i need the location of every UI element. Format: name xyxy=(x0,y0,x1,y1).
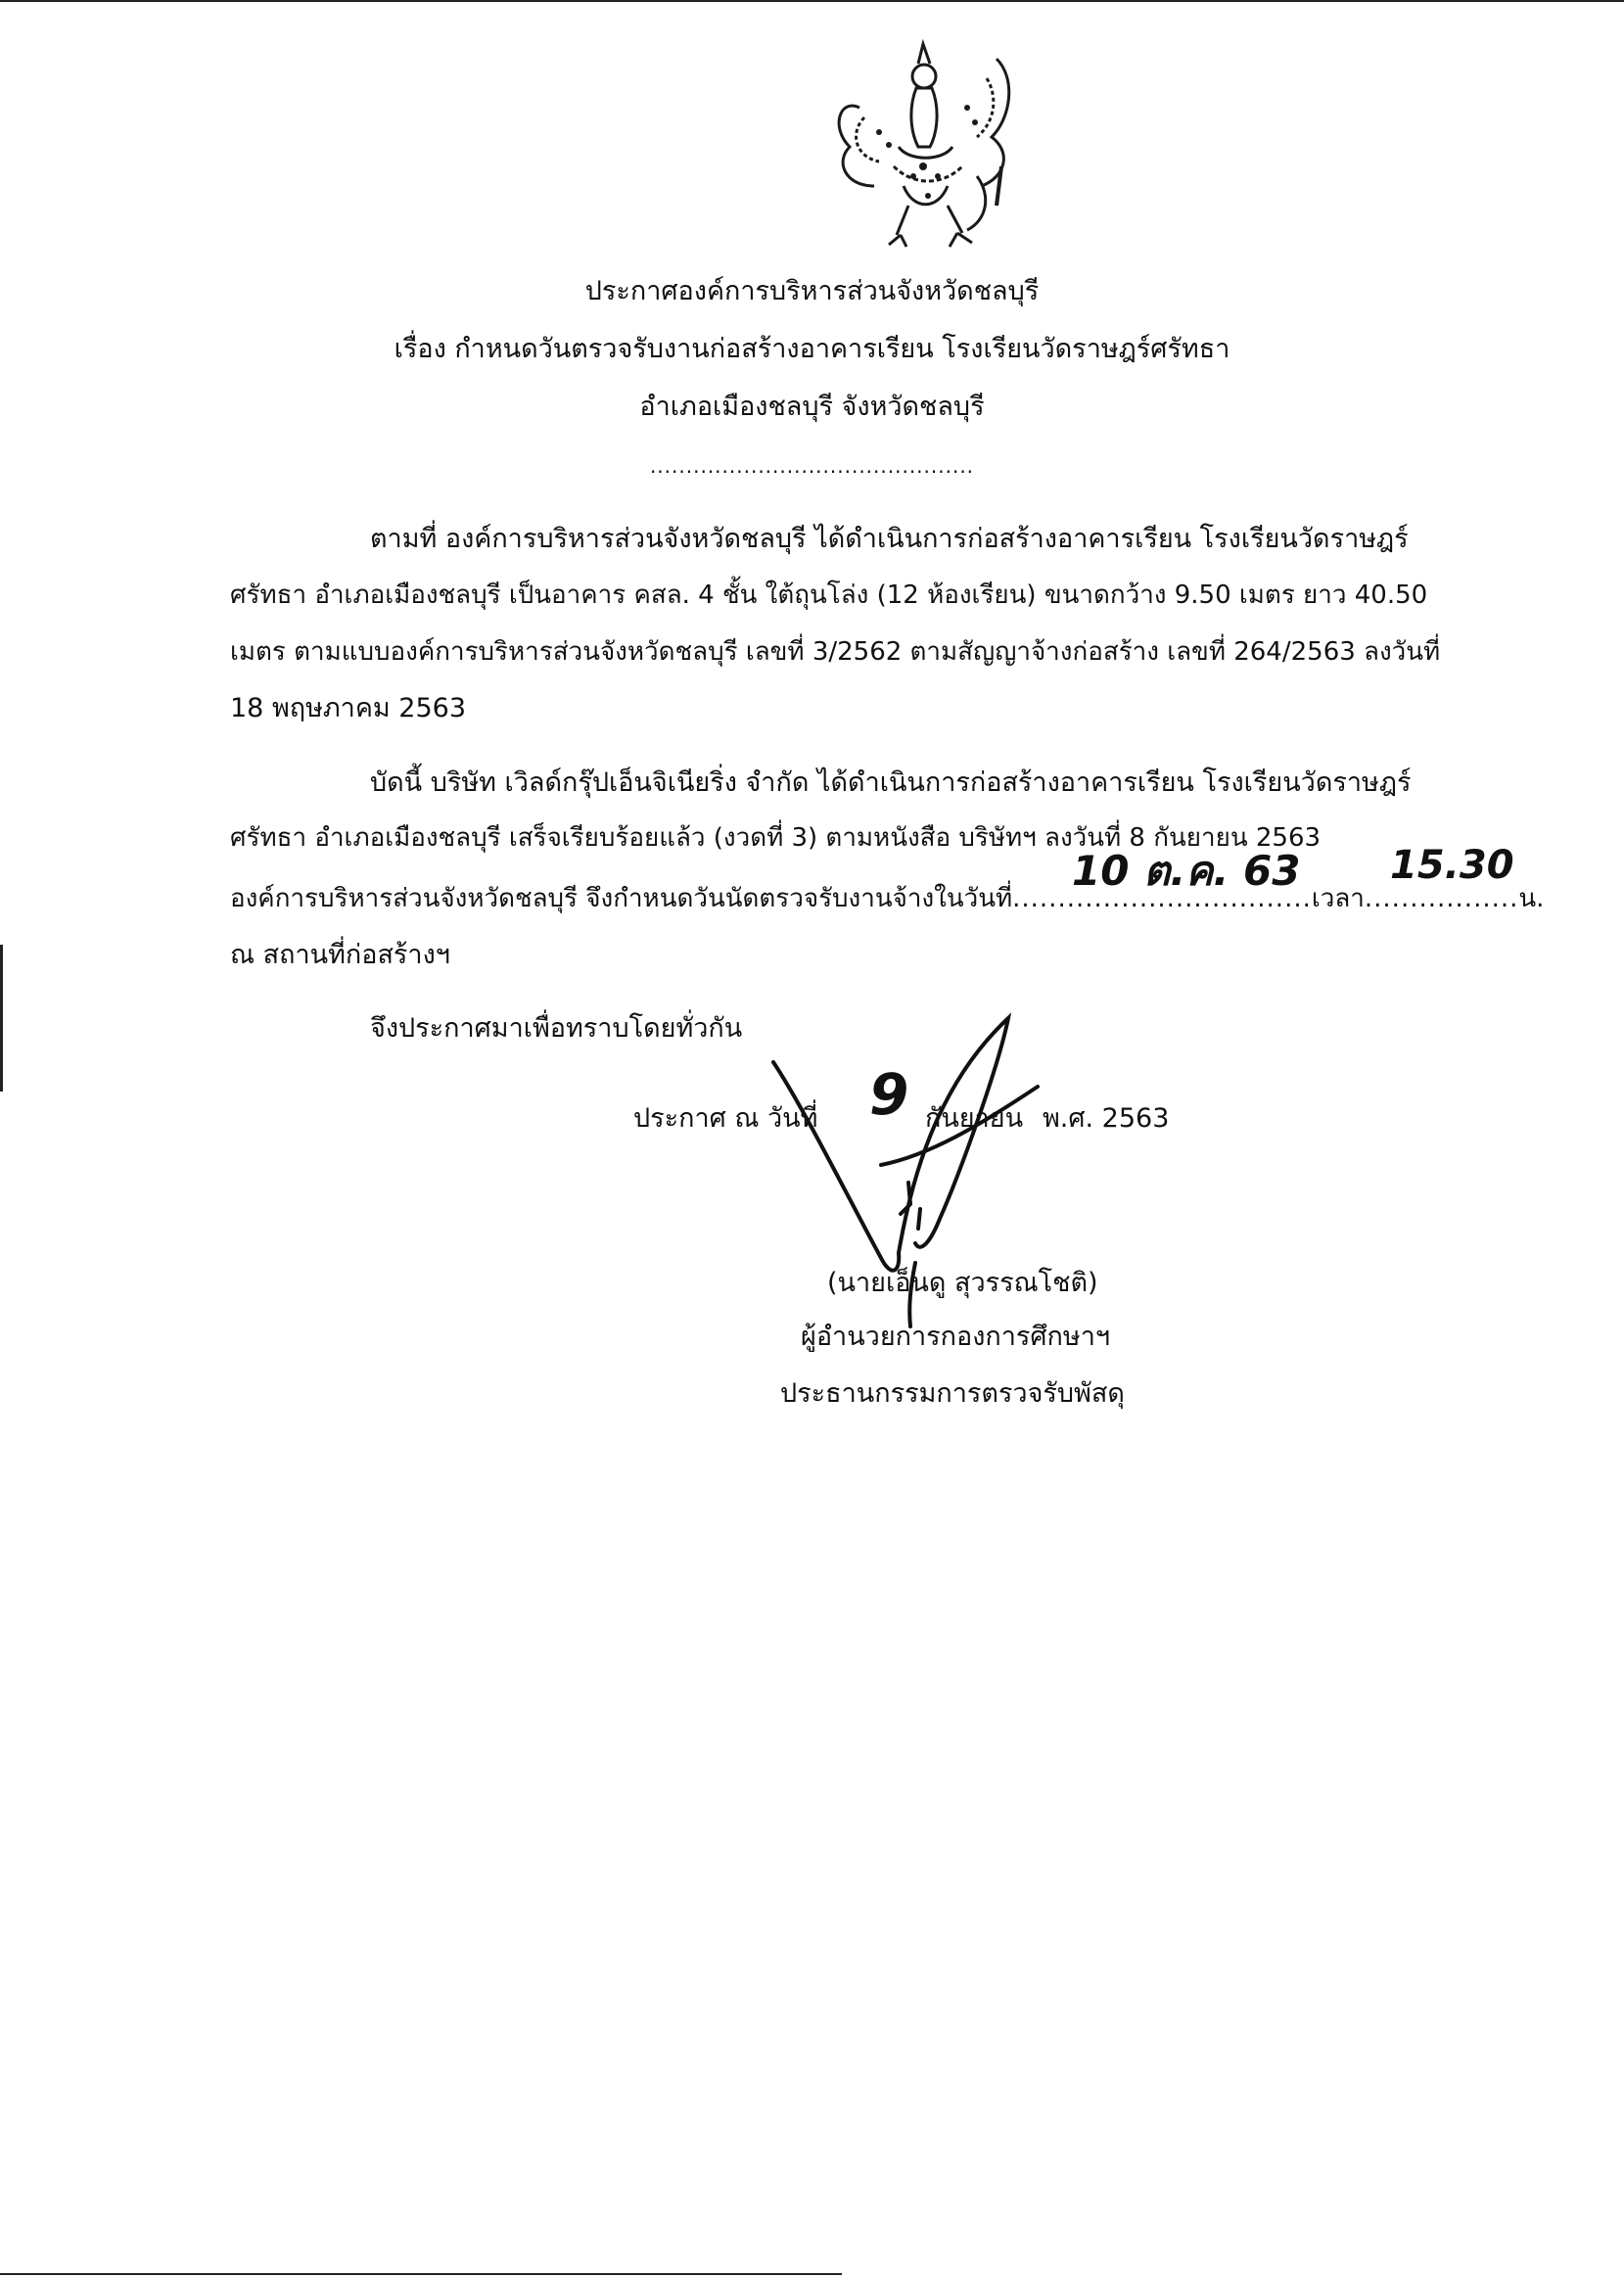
paragraph-2-line-4: ณ สถานที่ก่อสร้างฯ xyxy=(230,940,450,970)
handwritten-inspection-time: 15.30 xyxy=(1390,843,1514,888)
garuda-emblem xyxy=(820,39,1038,256)
signatory-position: ผู้อำนวยการกองการศึกษาฯ xyxy=(801,1322,1111,1352)
announcement-date-month: กันยายน xyxy=(925,1103,1024,1134)
announcement-date-year: พ.ศ. 2563 xyxy=(1043,1103,1170,1134)
signatory-role: ประธานกรรมการตรวจรับพัสดุ xyxy=(780,1378,1125,1409)
inspection-date-field: ................................. xyxy=(1012,884,1312,913)
header-divider: ............................................. xyxy=(649,454,975,478)
signatory-name: (นายเอ็นดู สุวรรณโชติ) xyxy=(827,1268,1098,1298)
paragraph-2-line-3 xyxy=(230,881,1544,916)
inspection-time-field: ................. xyxy=(1364,884,1519,913)
closing-statement: จึงประกาศมาเพื่อทราบโดยทั่วกัน xyxy=(370,1013,743,1044)
announcement-location: อำเภอเมืองชลบุรี จังหวัดชลบุรี xyxy=(639,392,985,422)
handwritten-announcement-day: 9 xyxy=(869,1061,909,1128)
paragraph-2-line-2: ศรัทธา อำเภอเมืองชลบุรี เสร็จเรียบร้อยแล้ว (งวดที่ 3) ตามหนังสือ บริษัทฯ ลงวันที่ 8 กันยายน 2563 xyxy=(230,823,1322,853)
paragraph-2-line-1: บัดนี้ บริษัท เวิลด์กรุ๊ปเอ็นจิเนียริ่ง จำกัด ได้ดำเนินการก่อสร้างอาคารเรียน โรงเรียนวัดราษฎร์ xyxy=(370,767,1412,798)
paragraph-1-line-2: ศรัทธา อำเภอเมืองชลบุรี เป็นอาคาร คสล. 4 ชั้น ใต้ถุนโล่ง (12 ห้องเรียน) ขนาดกว้าง 9.50 เมตร ยาว 40.50 xyxy=(230,581,1428,610)
announcement-date-prefix: ประกาศ ณ วันที่ xyxy=(633,1103,818,1134)
scan-bottom-border xyxy=(0,2273,842,2275)
handwritten-inspection-date: 10 ต.ค. 63 xyxy=(1072,847,1301,895)
inspection-time-label: เวลา xyxy=(1311,884,1365,913)
scan-left-mark xyxy=(0,945,3,1092)
paragraph-1-line-1: ตามที่ องค์การบริหารส่วนจังหวัดชลบุรี ได้ดำเนินการก่อสร้างอาคารเรียน โรงเรียนวัดราษฎร์ xyxy=(370,524,1409,554)
paragraph-1-line-3: เมตร ตามแบบองค์การบริหารส่วนจังหวัดชลบุรี เลขที่ 3/2562 ตามสัญญาจ้างก่อสร้าง เลขที่ 264/2563 ลงวันที่ xyxy=(230,637,1441,667)
scan-top-border xyxy=(0,0,1624,2)
inspection-date-lead: องค์การบริหารส่วนจังหวัดชลบุรี จึงกำหนดวันนัดตรวจรับงานจ้างในวันที่ xyxy=(230,884,1013,913)
inspection-time-unit: น. xyxy=(1518,884,1545,913)
paragraph-1-line-4: 18 พฤษภาคม 2563 xyxy=(230,693,466,723)
announcement-subject: เรื่อง กำหนดวันตรวจรับงานก่อสร้างอาคารเรียน โรงเรียนวัดราษฎร์ศรัทธา xyxy=(394,334,1230,364)
announcement-title: ประกาศองค์การบริหารส่วนจังหวัดชลบุรี xyxy=(584,276,1040,306)
